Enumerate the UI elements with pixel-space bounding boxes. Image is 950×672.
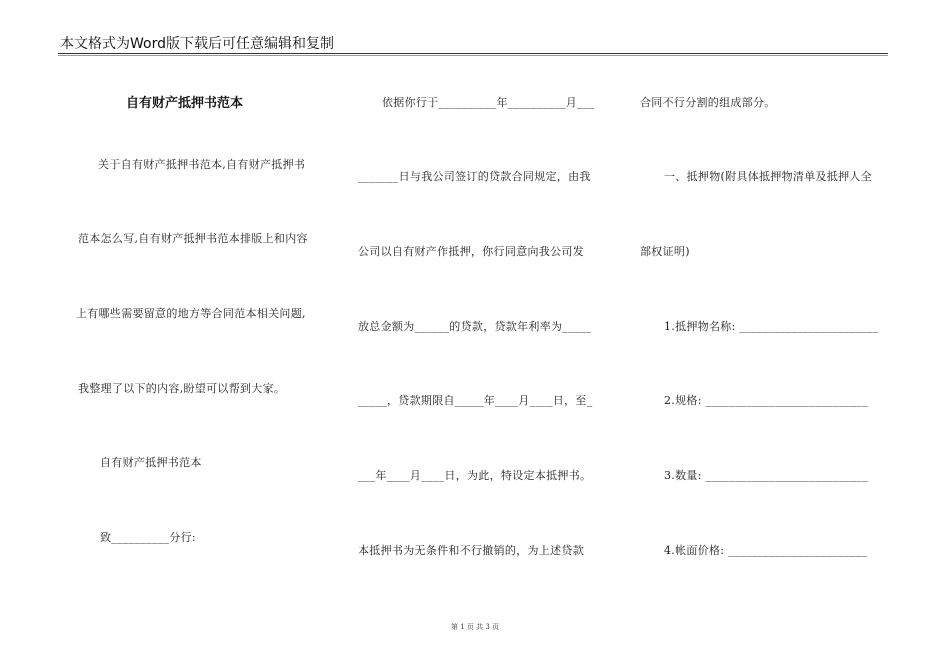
page-number: 第 1 页 共 3 页: [450, 623, 500, 631]
text-line: 公司以自有财产作抵押，你行同意向我公司发: [358, 245, 584, 258]
text-line: 本抵押书为无条件和不行撤销的，为上述贷款: [358, 544, 584, 557]
text-line: 合同不行分割的组成部分。: [640, 96, 776, 109]
text-line: 一、抵押物(附具体抵押物清单及抵押人全: [664, 170, 872, 183]
text-line: 4.帐面价格: ________________________: [664, 544, 868, 557]
text-line: 上有哪些需要留意的地方等合同范本相关问题,: [76, 307, 306, 320]
text-line: 2.规格: ____________________________: [664, 394, 868, 407]
text-line: 我整理了以下的内容,盼望可以帮到大家。: [78, 382, 286, 395]
text-line: 依据你行于__________年__________月___: [382, 96, 595, 109]
text-line: _____，贷款期限自_____年____月____日，至_: [358, 394, 593, 407]
text-line: 范本怎么写,自有财产抵押书范本排版上和内容: [78, 232, 308, 245]
text-line: 部权证明): [640, 245, 690, 258]
document-header: 本文格式为Word版下载后可任意编辑和复制: [60, 36, 334, 52]
text-line: 1.抵押物名称: ________________________: [664, 320, 879, 333]
column-3: [638, 0, 888, 672]
text-line: 关于自有财产抵押书范本,自有财产抵押书: [98, 158, 306, 171]
text-line: 自有财产抵押书范本: [100, 456, 202, 469]
text-line: ___年____月____日，为此，特设定本抵押书。: [358, 469, 592, 482]
text-line: 3.数量: ____________________________: [664, 469, 868, 482]
document-title: 自有财产抵押书范本: [126, 96, 244, 111]
column-1: [74, 0, 329, 672]
text-line: _______日与我公司签订的贷款合同规定，由我: [358, 170, 591, 183]
text-line: 致__________分行:: [100, 531, 196, 544]
column-2: [358, 0, 608, 672]
text-line: 放总金额为______的贷款，贷款年利率为_____: [358, 320, 592, 333]
